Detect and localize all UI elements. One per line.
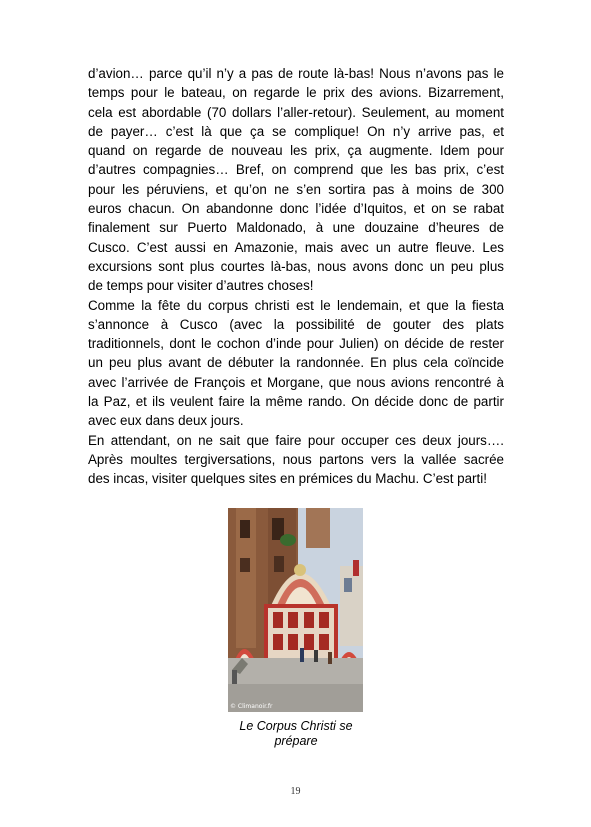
corpus-christi-photo (228, 508, 363, 712)
text-line: de temps pour visiter d’autres choses! (88, 278, 314, 294)
text-line: Après moultes tergiversations, nous partons vers la vallée sacrée (88, 451, 504, 467)
text-line: En attendant, on ne sait que faire pour occuper ces deux jours…. (88, 432, 504, 448)
text-line: avec l’arrivée de François et Morgane, que nous avions rencontré à (88, 374, 504, 390)
figure-caption (220, 719, 372, 749)
text-line: cela est abordable (70 dollars l’aller-retour). Seulement, au moment (88, 104, 504, 120)
caption-line: Le Corpus Christi se (239, 719, 353, 733)
text-line: d’avion… parce qu’il n’y a pas de route là-bas! Nous n’avons pas le (88, 66, 504, 81)
text-line: la Paz, et ils veulent faire la même rando. On décide donc de partir (88, 394, 504, 410)
text-line: quand on regarde de nouveau les prix, ça augmente. Idem pour (88, 143, 504, 159)
text-line: de payer… c’est là que ça se complique! On n’y arrive pas, et (88, 123, 504, 139)
text-line: Cusco. C’est aussi en Amazonie, mais avec un autre fleuve. Les (88, 239, 504, 255)
text-line: s’annonce à Cusco (avec la possibilité de gouter des plats (88, 316, 504, 332)
text-line: avec eux dans deux jours. (88, 413, 244, 429)
text-line: un peu plus avant de débuter la randonnée. En plus cela coïncide (88, 355, 504, 371)
body-text (88, 64, 504, 489)
photo-illustration (228, 508, 363, 712)
text-line: traditionnels, dont le cochon d’inde pour Julien) on décide de rester (88, 336, 504, 352)
text-line: temps pour le bateau, on regarde le prix des avions. Bizarrement, (88, 85, 504, 101)
text-line: excursions sont plus courtes là-bas, nous avons donc un peu plus (88, 258, 504, 274)
text-line: des incas, visiter quelques sites en prémices du Machu. C’est parti! (88, 471, 487, 487)
text-line: finalement sur Puerto Maldonado, à une douzaine d’heures de (88, 220, 504, 236)
photo-watermark: © Climanoir.fr (230, 703, 273, 710)
text-line: Comme la fête du corpus christi est le lendemain, et que la fiesta (88, 297, 504, 313)
text-line: d’autres compagnies… Bref, on comprend que les bas prix, c’est (88, 162, 504, 178)
caption-line: prépare (274, 734, 318, 748)
text-line: euros chacun. On abandonne donc l’idée d’Iquitos, et on se rabat (88, 201, 504, 217)
text-line: pour les péruviens, et qu’on ne s’en sortira pas à moins de 300 (88, 181, 504, 197)
page-number: 19 (290, 786, 301, 797)
